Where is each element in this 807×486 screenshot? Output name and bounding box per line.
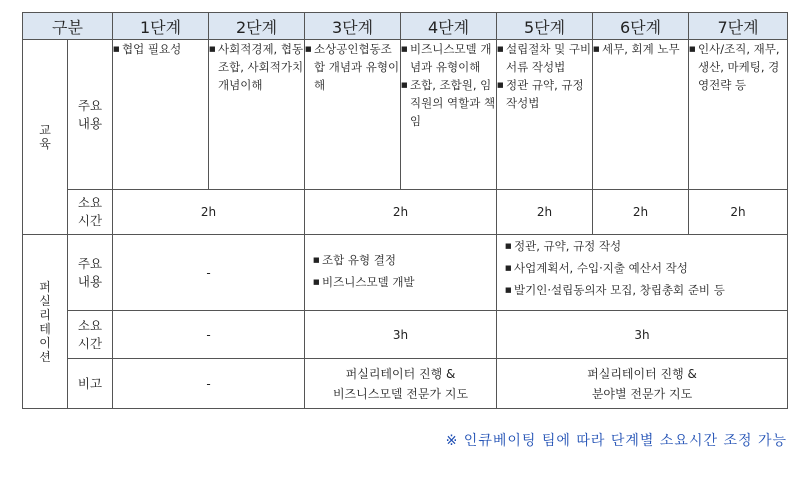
- facilitation-time-row: [23, 311, 788, 359]
- education-group-label: [23, 40, 68, 235]
- education-time-row: [23, 190, 788, 235]
- edu-stage-1-content: [113, 40, 209, 190]
- list-item: ■ 사업계획서, 수입·지출 예산서 작성: [505, 259, 787, 277]
- header-row: [23, 13, 788, 40]
- fac-content-s34: [305, 235, 497, 311]
- list-item: ■ 비즈니스모델 개념과 유형이해: [401, 40, 496, 76]
- list-item: ■ 소상공인협동조합 개념과 유형이해: [305, 40, 400, 94]
- edu-time-s34: 2h: [305, 190, 497, 235]
- fac-time-s12: -: [113, 311, 305, 359]
- edu-time-s7: 2h: [689, 190, 788, 235]
- list-item: ■ 정관 규약, 규정 작성법: [497, 76, 592, 112]
- list-item: ■ 인사/조직, 재무, 생산, 마케팅, 경영전략 등: [689, 40, 787, 94]
- list-item: ■ 발기인·설립동의자 모집, 창립총회 준비 등: [505, 281, 787, 299]
- facilitation-content-label: 주요 내용: [68, 235, 113, 311]
- facilitation-time-label: 소요 시간: [68, 311, 113, 359]
- header-stage-3: 3단계: [305, 13, 401, 40]
- education-content-row: [23, 40, 788, 190]
- facilitation-note-row: [23, 359, 788, 409]
- header-stage-2: 2단계: [209, 13, 305, 40]
- footnote: ※ 인큐베이팅 팀에 따라 단계별 소요시간 조정 가능: [445, 433, 787, 449]
- fac-content-s567: [497, 235, 788, 311]
- list-item: ■ 비즈니스모델 개발: [313, 273, 496, 291]
- edu-stage-2-content: [209, 40, 305, 190]
- header-stage-4: 4단계: [401, 13, 497, 40]
- facilitation-label: 퍼실리테이션: [39, 279, 51, 364]
- education-content-label: 주요 내용: [68, 40, 113, 190]
- fac-note-s567: 퍼실리테이터 진행 & 분야별 전문가 지도: [497, 359, 788, 409]
- fac-time-s567: 3h: [497, 311, 788, 359]
- list-item: ■ 조합, 조합원, 임직원의 역할과 책임: [401, 76, 496, 130]
- edu-time-s6: 2h: [593, 190, 689, 235]
- header-stage-1: 1단계: [113, 13, 209, 40]
- edu-time-s12: 2h: [113, 190, 305, 235]
- education-time-label: 소요 시간: [68, 190, 113, 235]
- edu-time-s5: 2h: [497, 190, 593, 235]
- fac-time-s34: 3h: [305, 311, 497, 359]
- education-label: 교육: [39, 123, 51, 151]
- edu-stage-7-content: [689, 40, 788, 190]
- facilitation-group-label: [23, 235, 68, 409]
- list-item: ■ 조합 유형 결정: [313, 251, 496, 269]
- edu-stage-3-content: [305, 40, 401, 190]
- fac-note-s34: 퍼실리테이터 진행 & 비즈니스모델 전문가 지도: [305, 359, 497, 409]
- stage-table: [22, 12, 788, 409]
- edu-stage-4-content: [401, 40, 497, 190]
- list-item: ■ 세무, 회계 노무: [593, 40, 688, 58]
- list-item: ■ 설립절차 및 구비서류 작성법: [497, 40, 592, 76]
- header-group: 구분: [23, 13, 113, 40]
- edu-stage-5-content: [497, 40, 593, 190]
- list-item: ■ 협업 필요성: [113, 40, 208, 58]
- fac-note-s12: -: [113, 359, 305, 409]
- header-stage-6: 6단계: [593, 13, 689, 40]
- edu-stage-6-content: [593, 40, 689, 190]
- facilitation-content-row: [23, 235, 788, 311]
- list-item: ■ 정관, 규약, 규정 작성: [505, 237, 787, 255]
- header-stage-5: 5단계: [497, 13, 593, 40]
- facilitation-note-label: 비고: [68, 359, 113, 409]
- header-stage-7: 7단계: [689, 13, 788, 40]
- list-item: ■ 사회적경제, 협동조합, 사회적가치 개념이해: [209, 40, 304, 94]
- fac-content-s12: -: [113, 235, 305, 311]
